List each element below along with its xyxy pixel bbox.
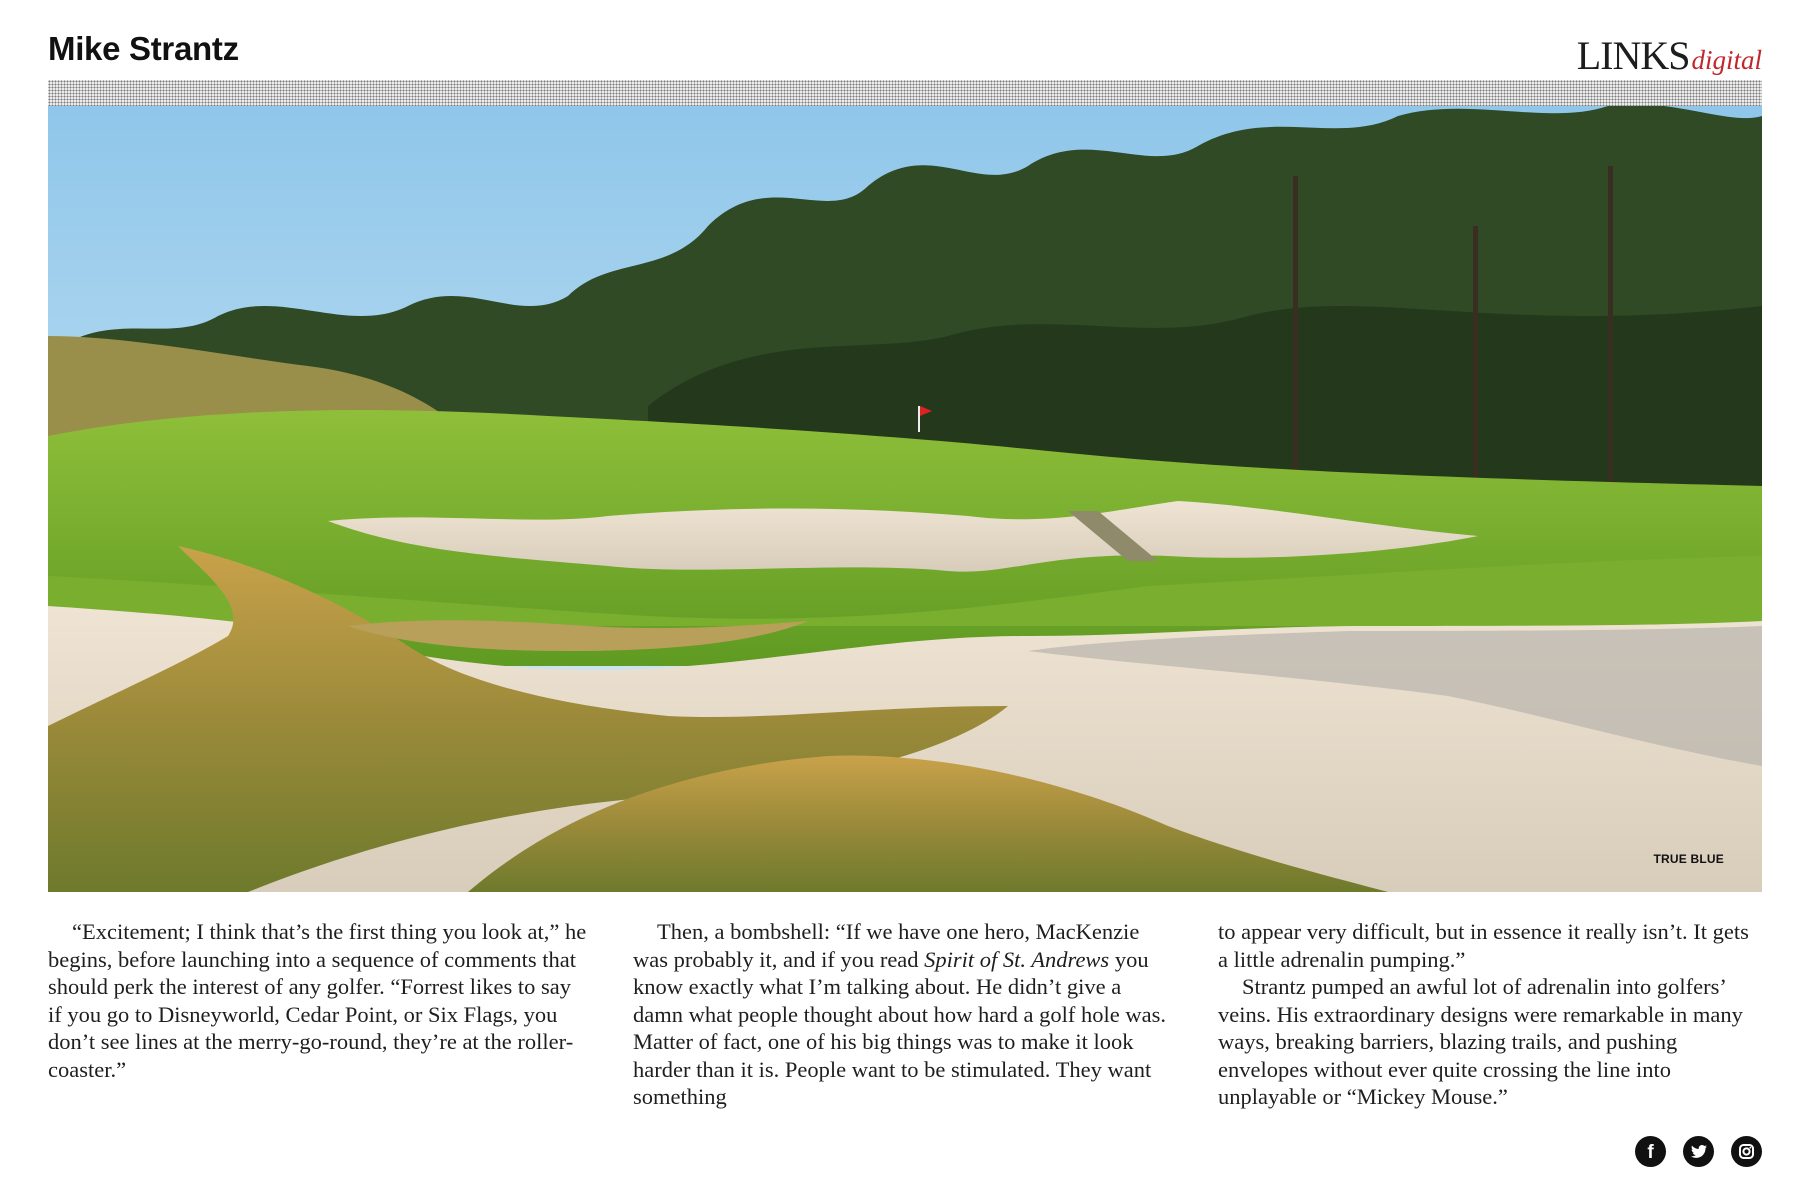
instagram-icon[interactable]: [1731, 1136, 1762, 1167]
svg-text:f: f: [1647, 1142, 1654, 1163]
dotted-divider: [48, 80, 1762, 106]
book-title: Spirit of St. Andrews: [924, 946, 1110, 972]
article-column-2: [633, 918, 1173, 1111]
photo-caption: TRUE BLUE: [1653, 852, 1724, 866]
paragraph: [633, 918, 1173, 1111]
paragraph: Strantz pumped an awful lot of adrenalin into golfers’ veins. His extraordinary designs were remarkable in many ways, breaking barriers, blazing trails, and pushing envelopes without ever quite crossing the line into unplayable or “Mickey Mouse.”: [1218, 974, 1743, 1109]
social-links: [1635, 1136, 1762, 1167]
article-column-3: [1218, 918, 1758, 1111]
article-column-1: [48, 918, 588, 1083]
golf-course-photo: [48, 106, 1762, 892]
page-title: Mike Strantz: [48, 30, 239, 67]
logo-links-text: LINKS: [1576, 33, 1690, 78]
facebook-icon[interactable]: [1635, 1136, 1666, 1167]
paragraph-text: Then, a bombshell: “If we have one hero, MacKenzie was probably it, and if you read: [633, 919, 1140, 972]
twitter-icon[interactable]: [1683, 1136, 1714, 1167]
logo-digital-text: digital: [1691, 45, 1762, 75]
paragraph: “Excitement; I think that’s the first thing you look at,” he begins, before launching into a sequence of comments that should perk the interest of any golfer. “Forrest likes to say if you go to Disneyworld, Cedar Point, or Six Flags, you don’t see lines at the merry-go-round, they’re at the roller-coaster.”: [48, 919, 587, 1082]
paragraph-text: you know exactly what I’m talking about. He didn’t give a damn what people thought about how hard a golf hole was. Matter of fact, one of his big things was to make it look harder than it is. People want to be stimulated. They want something: [633, 946, 1167, 1109]
paragraph: to appear very difficult, but in essence it really isn’t. It gets a little adrenalin pumping.”: [1218, 919, 1749, 972]
publication-logo[interactable]: [1577, 32, 1762, 79]
golf-course-illustration: [48, 106, 1762, 892]
